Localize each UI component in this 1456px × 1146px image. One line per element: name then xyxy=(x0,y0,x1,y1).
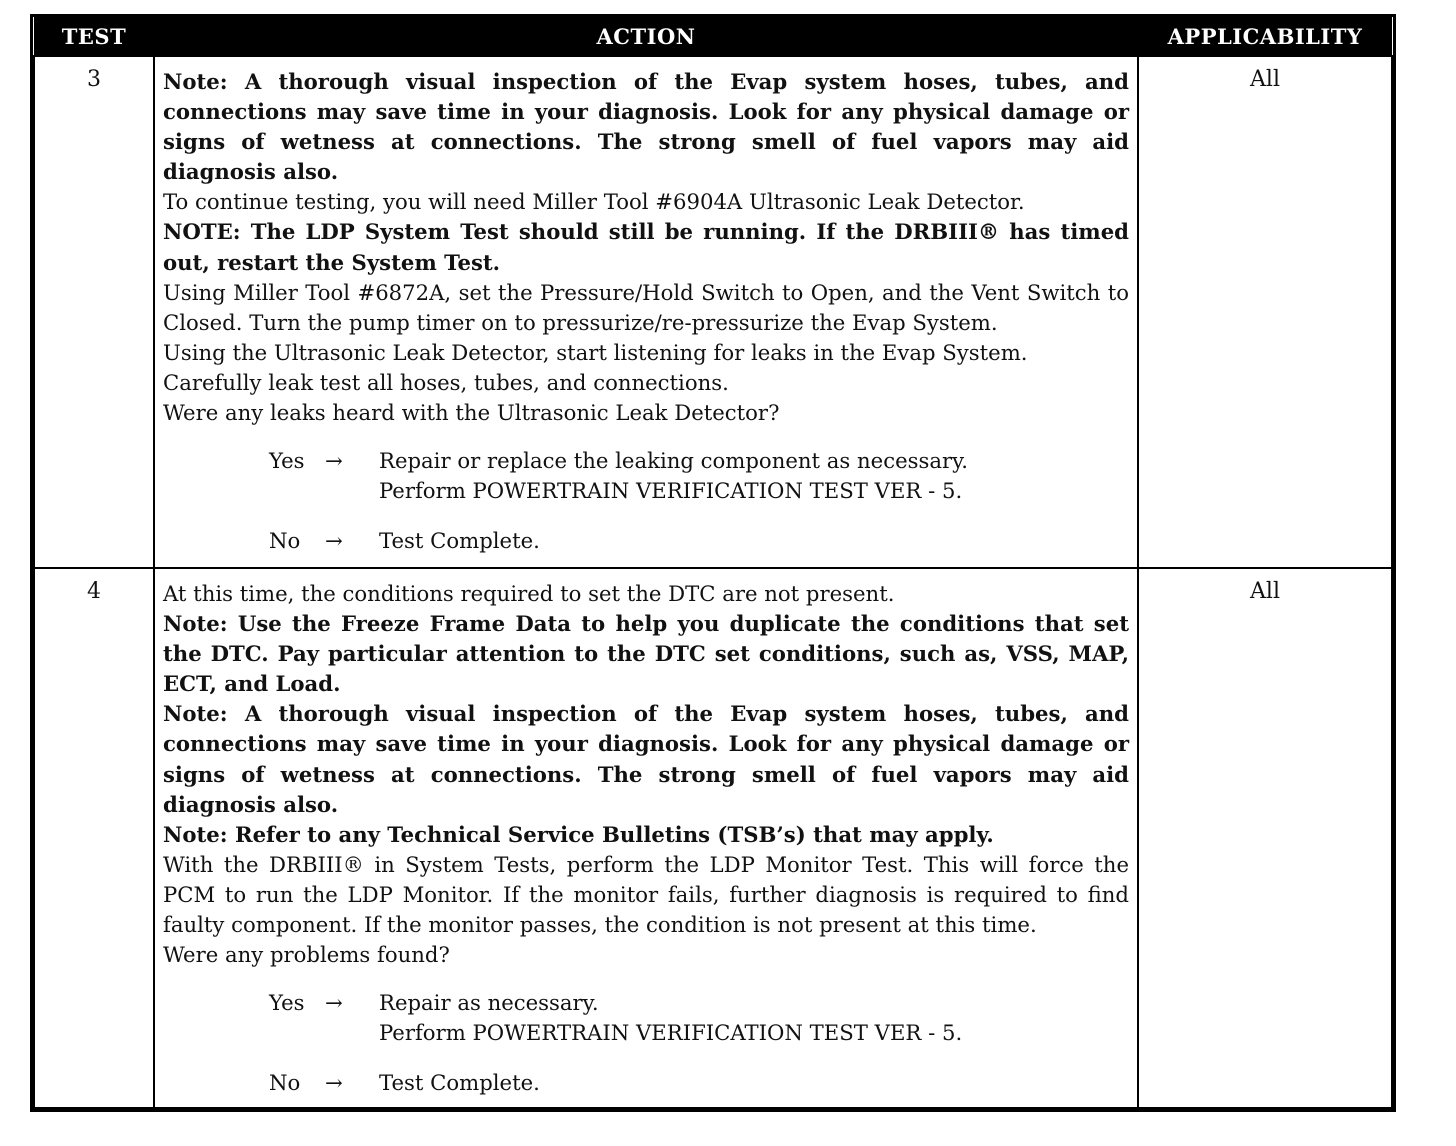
header-applicability: APPLICABILITY xyxy=(1138,17,1392,56)
test-table xyxy=(33,17,1393,1109)
action-cell xyxy=(154,56,1138,568)
action-line: To continue testing, you will need Miller Tool #6904A Ultrasonic Leak Detector. xyxy=(163,189,1025,215)
test-number: 3 xyxy=(34,56,154,568)
action-line: Note: A thorough visual inspection of the Evap system hoses, tubes, and connections may save time in your diagnosis. Look for any physical damage or signs of wetness at connections. The strong smell of fuel vapors may aid diagnosis also. xyxy=(163,701,1129,817)
answer-line: Repair as necessary. xyxy=(379,990,599,1016)
action-line: Were any leaks heard with the Ultrasonic Leak Detector? xyxy=(163,400,780,426)
applicability-value: All xyxy=(1138,568,1392,1108)
answer-text xyxy=(379,446,1129,506)
arrow-right-icon: → xyxy=(325,448,343,474)
answer-no xyxy=(269,526,1129,556)
answer-text xyxy=(379,1068,1129,1098)
action-line: Using the Ultrasonic Leak Detector, start listening for leaks in the Evap System. xyxy=(163,339,1028,365)
answer-label: No xyxy=(269,528,301,554)
table-row xyxy=(34,56,1392,568)
action-line: Note: Refer to any Technical Service Bulletins (TSB’s) that may apply. xyxy=(163,821,994,847)
answer-list xyxy=(163,446,1129,556)
answer-line: Repair or replace the leaking component as necessary. xyxy=(379,448,968,474)
table-row xyxy=(34,568,1392,1108)
answer-line: Test Complete. xyxy=(379,1070,540,1096)
answer-text xyxy=(379,988,1129,1048)
answer-yes xyxy=(269,988,1129,1048)
applicability-value: All xyxy=(1138,56,1392,568)
action-cell xyxy=(154,568,1138,1108)
action-line: Were any problems found? xyxy=(163,942,450,968)
action-line: NOTE: The LDP System Test should still be running. If the DRBIII® has timed out, restart the System Test. xyxy=(163,219,1129,275)
answer-line: Test Complete. xyxy=(379,528,540,554)
test-number: 4 xyxy=(34,568,154,1108)
action-line: Note: Use the Freeze Frame Data to help you duplicate the conditions that set the DTC. Pay particular attention to the DTC set conditions, such as, VSS, MAP, ECT, and Load. xyxy=(163,611,1129,697)
answer-label: No xyxy=(269,1070,301,1096)
arrow-right-icon: → xyxy=(325,1070,343,1096)
answer-label: Yes xyxy=(269,990,305,1016)
answer-line: Perform POWERTRAIN VERIFICATION TEST VER - 5. xyxy=(379,478,963,504)
action-line: With the DRBIII® in System Tests, perform the LDP Monitor Test. This will force the PCM to run the LDP Monitor. If the monitor fails, further diagnosis is required to find faulty component. If the monitor passes, the condition is not present at this time. xyxy=(163,851,1129,938)
action-line: Using Miller Tool #6872A, set the Pressure/Hold Switch to Open, and the Vent Switch to Closed. Turn the pump timer on to pressurize/re-pressurize the Evap System. xyxy=(163,279,1129,335)
header-test: TEST xyxy=(34,17,154,56)
answer-yes xyxy=(269,446,1129,506)
arrow-right-icon: → xyxy=(325,990,343,1016)
answer-text xyxy=(379,526,1129,556)
answer-no xyxy=(269,1068,1129,1098)
answer-line: Perform POWERTRAIN VERIFICATION TEST VER - 5. xyxy=(379,1020,963,1046)
header-action: ACTION xyxy=(154,17,1138,56)
action-line: At this time, the conditions required to set the DTC are not present. xyxy=(163,581,895,606)
answer-list xyxy=(163,988,1129,1098)
answer-label: Yes xyxy=(269,448,305,474)
arrow-right-icon: → xyxy=(325,528,343,554)
action-line: Note: A thorough visual inspection of the Evap system hoses, tubes, and connections may save time in your diagnosis. Look for any physical damage or signs of wetness at connections. The strong smell of fuel vapors may aid diagnosis also. xyxy=(163,69,1129,185)
diagnostic-test-table xyxy=(30,14,1396,1112)
header-row xyxy=(34,17,1392,56)
action-line: Carefully leak test all hoses, tubes, and connections. xyxy=(163,369,729,395)
